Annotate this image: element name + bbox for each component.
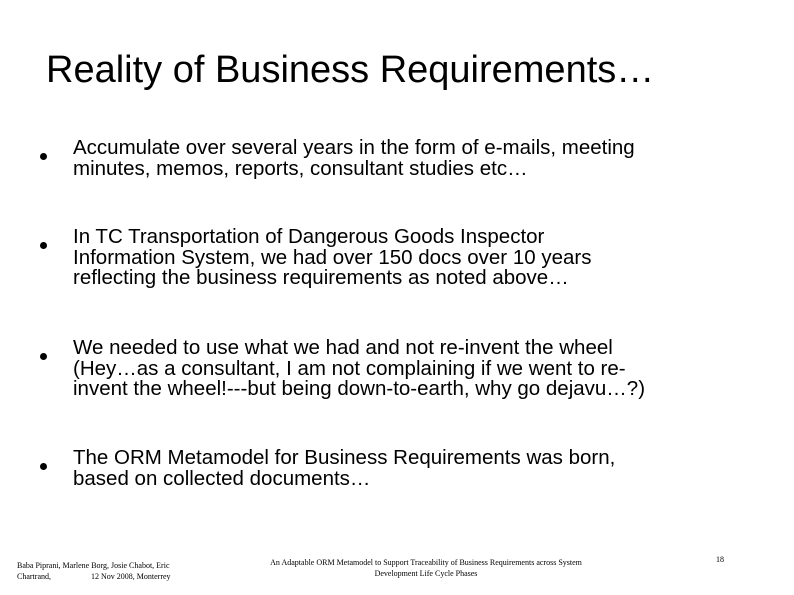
- bullet-dot-icon: [40, 242, 47, 249]
- footer-date: 12 Nov 2008, Monterrey: [91, 572, 171, 581]
- footer-authors-date-row: [17, 571, 171, 582]
- bullet-line: Accumulate over several years in the form of e-mails, meeting: [73, 136, 635, 159]
- bullet-line: minutes, memos, reports, consultant studies etc…: [73, 156, 528, 180]
- footer-authors: [17, 560, 171, 582]
- bullet-line: based on collected documents…: [73, 466, 371, 490]
- bullet-dot-icon: [40, 153, 47, 160]
- bullet-line: reflecting the business requirements as noted above…: [73, 266, 569, 289]
- bullet-text: [73, 227, 773, 289]
- bullet-dot-icon: [40, 463, 47, 470]
- bullet-line: We needed to use what we had and not re-invent the wheel: [73, 336, 613, 359]
- bullet-text: [73, 338, 773, 400]
- footer-title-line: Development Life Cycle Phases: [374, 569, 478, 578]
- bullet-dot-icon: [40, 353, 47, 360]
- footer-authors-line: Baba Piprani, Marlene Borg, Josie Chabot, Eric: [17, 561, 170, 570]
- footer-presentation-title: [236, 557, 616, 579]
- footer-authors-line: Chartrand,: [17, 572, 51, 581]
- bullet-line: Information System, we had over 150 docs over 10 years: [73, 245, 592, 269]
- footer-title-line: An Adaptable ORM Metamodel to Support Traceability of Business Requirements across System: [270, 558, 582, 567]
- slide-title: Reality of Business Requirements…: [46, 49, 655, 91]
- bullet-line: In TC Transportation of Dangerous Goods Inspector: [73, 225, 545, 248]
- bullet-line: The ORM Metamodel for Business Requirements was born,: [73, 446, 616, 469]
- bullet-line: (Hey…as a consultant, I am not complaining if we went to re-: [73, 356, 626, 380]
- bullet-text: [73, 138, 773, 179]
- bullet-text: [73, 448, 773, 489]
- page-number: 18: [716, 555, 724, 564]
- bullet-line: invent the wheel!---but being down-to-earth, why go dejavu…?): [73, 377, 646, 400]
